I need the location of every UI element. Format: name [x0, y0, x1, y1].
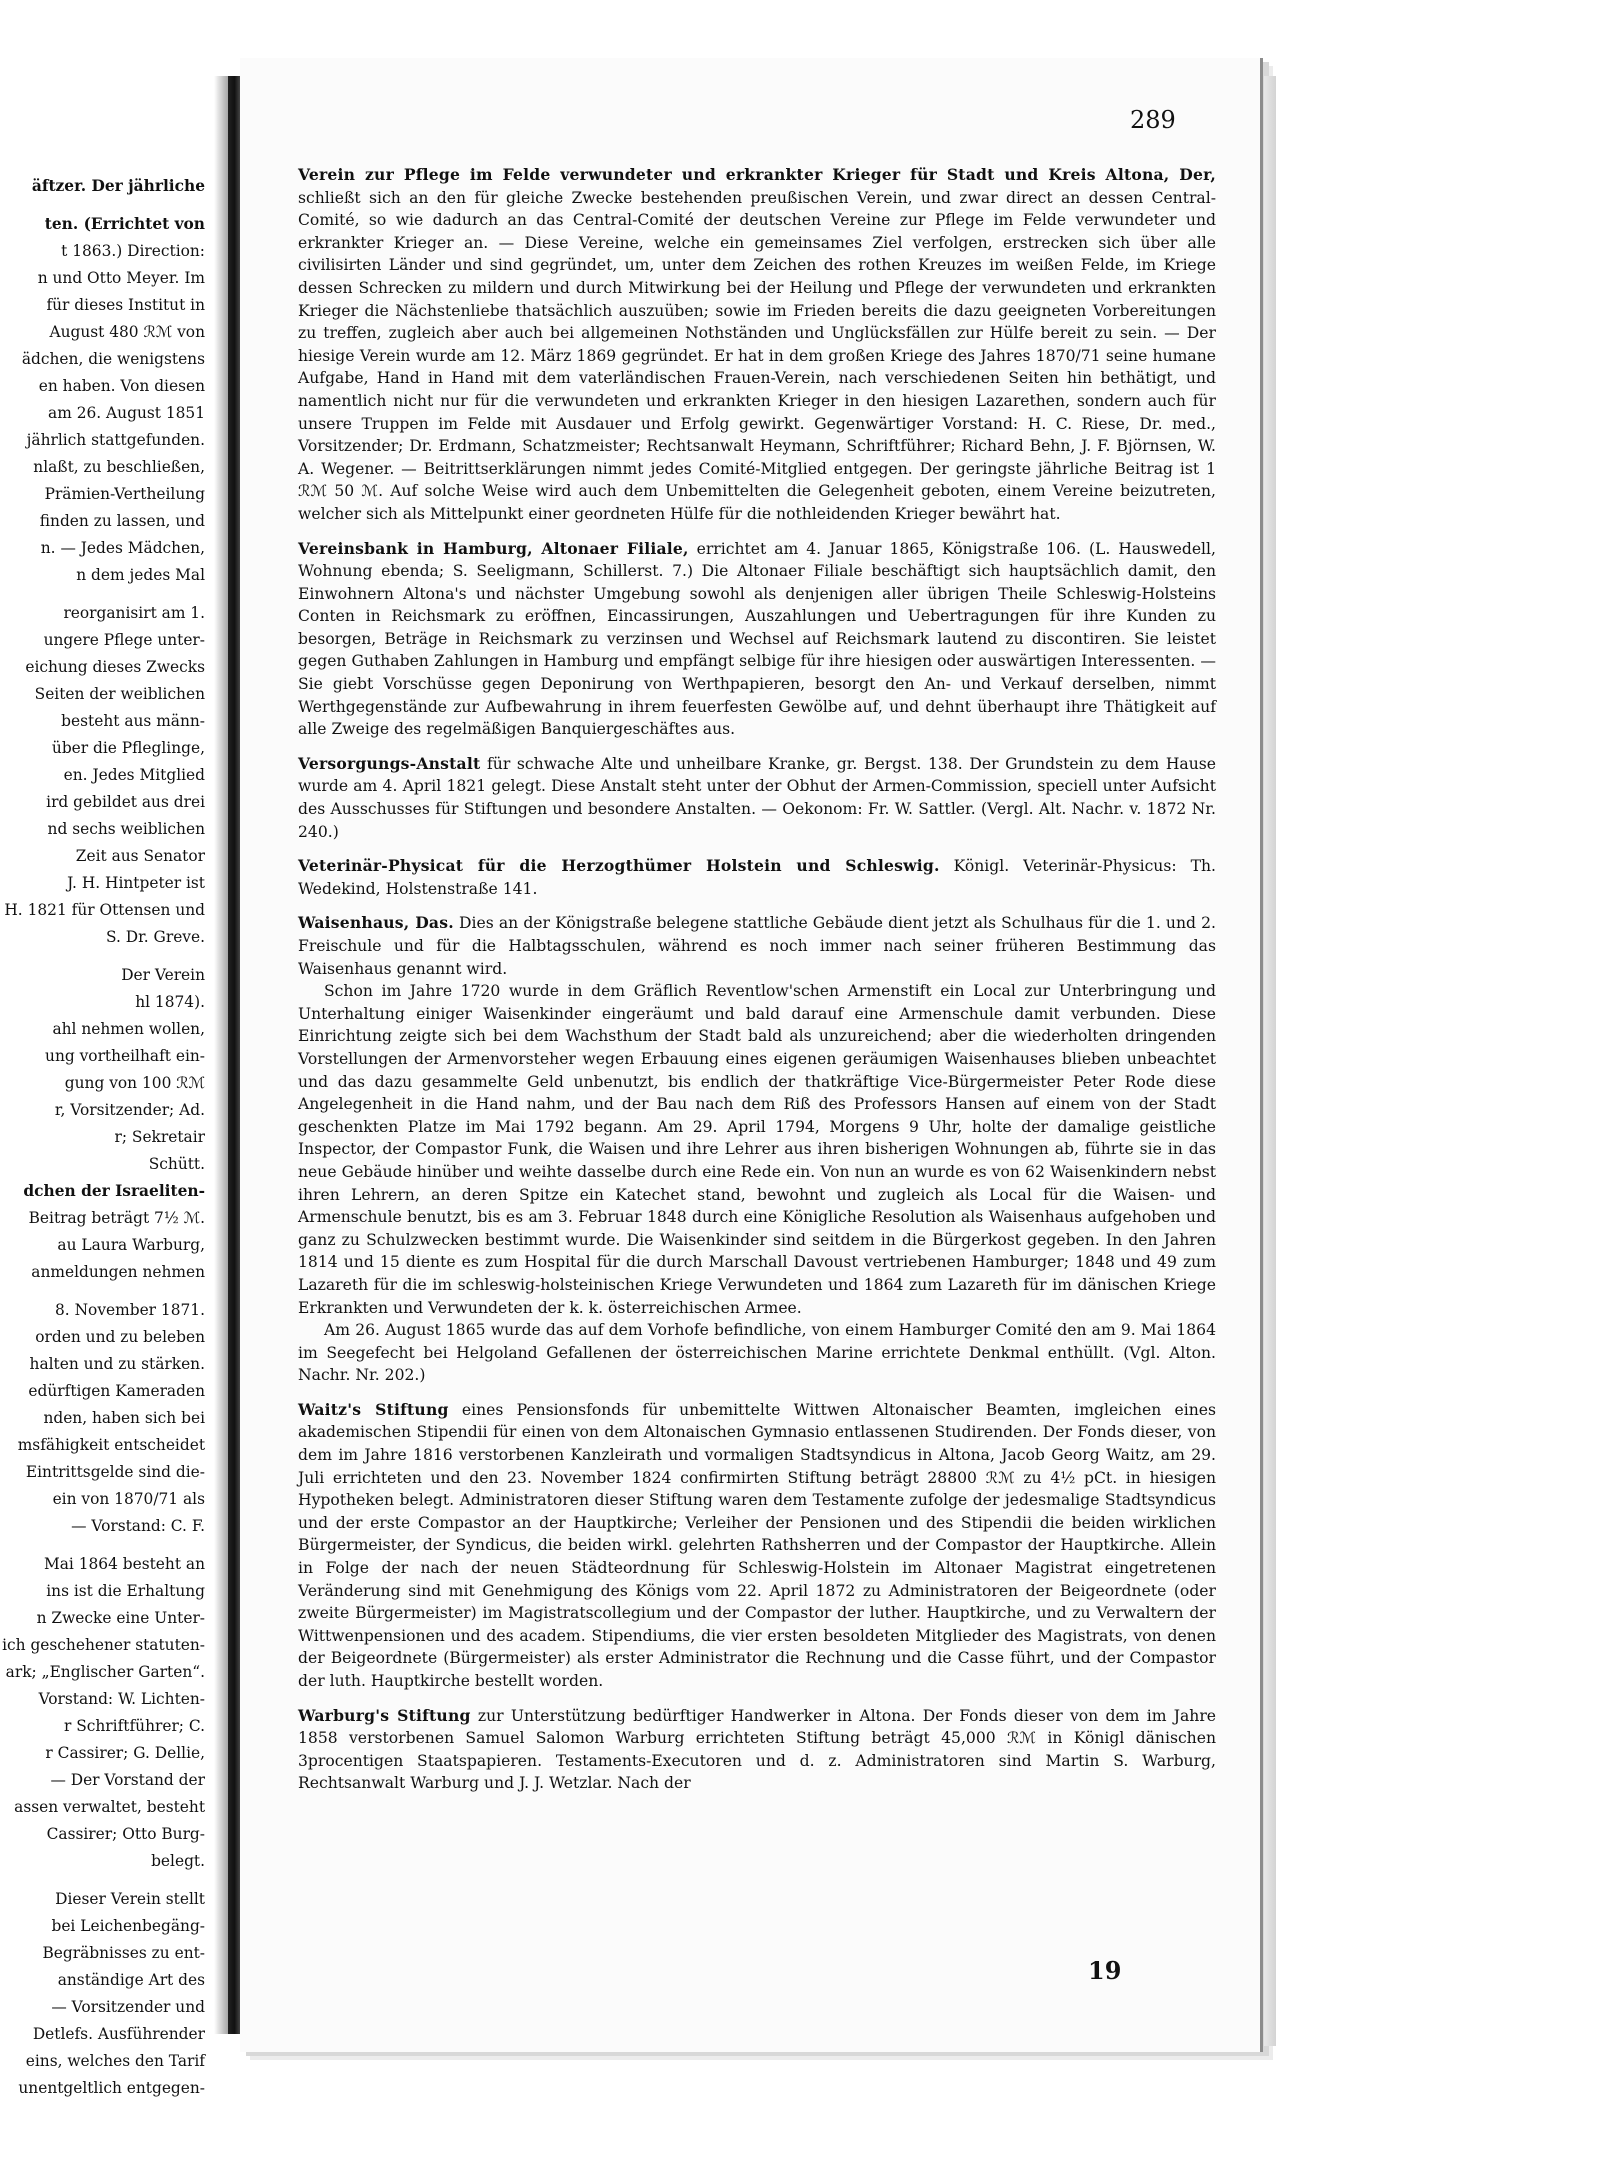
- signature-mark: 19: [1088, 1956, 1122, 1985]
- left-column-line: Vorstand: W. Lichten-: [38, 1690, 205, 1708]
- entry-text: Schon im Jahre 1720 wurde in dem Gräflich Reventlow'schen Armenstift ein Local zur Unterbringung und Unterhaltung einiger Waisenkinder eingeräumt und bald darauf eine Armenschule damit verbunden. Diese Einrichtung zeigte sich bei dem Wachsthum der Stadt bald als unzureichend; aber die wiederholten dringenden Vorstellungen der Armenvorsteher wegen Erbauung eines eigenen geräumigen Waisenhauses blieben unbeachtet und das dazu gesammelte Geld unbenutzt, bis endlich der thatkräftige Vice-Bürgermeister Peter Rode diese Angelegenheit in die Hand nahm, und der Bau nach dem Riß des Professors Hansen auf einem von der Stadt geschenkten Platze im Mai 1792 begann. Am 29. April 1794, Morgens 9 Uhr, holte der damalige geistliche Inspector, der Compastor Funk, die Waisen und ihre Lehrer aus ihren bisherigen Wohnungen ab, führte sie in das neue Gebäude hinüber und weihte dasselbe durch eine Rede ein. Von nun an wurde es von 62 Waisenkindern nebst ihren Lehrern, an deren Spitze ein Katechet stand, bewohnt und zugleich als Local für die Waisen- und Armenschule benutzt, bis es am 3. Februar 1848 durch eine Königliche Resolution als Waisenhaus aufgehoben und ganz zu Schulzwecken bestimmt wurde. Die Waisenkinder sind seitdem in die Bürgerkost gegeben. In den Jahren 1814 und 15 diente es zum Hospital für die durch Marschall Davoust vertriebenen Hamburger; 1848 und 49 zum Lazareth für die im schleswig-holsteinischen Kriege Verwundeten und 1864 zum Lazareth für im dänischen Kriege Erkrankten und Verwundeten der k. k. österreichischen Armee.: [298, 982, 1216, 1317]
- left-column-line: assen verwaltet, besteht: [14, 1798, 205, 1816]
- entry-text: Königl. Veterinär-Physicus: Th. Wedekind, Holstenstraße 141.: [298, 857, 1216, 898]
- left-column-line: anständige Art des: [57, 1971, 205, 1989]
- left-column-line: halten und zu stärken.: [29, 1355, 205, 1373]
- left-column-line: n dem jedes Mal: [76, 566, 205, 584]
- page-number: 289: [1130, 106, 1176, 134]
- entry-text: Am 26. August 1865 wurde das auf dem Vorhofe befindliche, von einem Hamburger Comité den am 9. Mai 1864 im Seegefecht bei Helgoland Gefallenen der österreichischen Marine errichtete Denkmal enthüllt. (Vgl. Alton. Nachr. Nr. 202.): [298, 1321, 1216, 1385]
- left-column-line: am 26. August 1851: [48, 404, 205, 422]
- left-column-line: nden, haben sich bei: [43, 1409, 205, 1427]
- entry-title: Verein zur Pflege im Felde verwundeter und erkrankter Krieger für Stadt und Kreis Altona, Der,: [298, 165, 1216, 184]
- left-column-line: Cassirer; Otto Burg-: [46, 1825, 205, 1843]
- left-column-line: ich geschehener statuten-: [2, 1636, 205, 1654]
- left-column-line: n. — Jedes Mädchen,: [40, 539, 205, 557]
- left-column-line: hl 1874).: [135, 993, 205, 1011]
- left-column-line: Der Verein: [121, 966, 205, 984]
- left-column-line: gung von 100 ℛℳ: [64, 1074, 205, 1092]
- main-text-column: [298, 164, 1216, 1807]
- entry: [298, 164, 1216, 526]
- left-column-line: August 480 ℛℳ von: [49, 323, 205, 341]
- left-column-line: ädchen, die wenigstens: [21, 350, 205, 368]
- left-column-line: Prämien-Vertheilung: [44, 485, 205, 503]
- left-column-line: Zeit aus Senator: [75, 847, 205, 865]
- left-column-line: eins, welches den Tarif: [25, 2052, 205, 2070]
- left-column-line: eichung dieses Zwecks: [25, 658, 205, 676]
- entry-title: Veterinär-Physicat für die Herzogthümer Holstein und Schleswig.: [298, 856, 940, 876]
- entry: [298, 1705, 1216, 1795]
- left-column-line: ahl nehmen wollen,: [52, 1020, 205, 1038]
- left-column-line: Seiten der weiblichen: [34, 685, 205, 703]
- left-column-line: — Der Vorstand der: [50, 1771, 205, 1789]
- left-column-line: H. 1821 für Ottensen und: [4, 901, 205, 919]
- left-page-fragment: [0, 66, 214, 2097]
- left-column-line: r, Vorsitzender; Ad.: [54, 1101, 205, 1119]
- gutter-shadow: [214, 76, 228, 2034]
- entry-paragraph: [298, 912, 1216, 980]
- left-column-line: 8. November 1871.: [55, 1301, 205, 1319]
- left-column-line: unentgeltlich entgegen-: [18, 2079, 205, 2097]
- left-column-line: jährlich stattgefunden.: [26, 431, 205, 449]
- left-column-line: msfähigkeit entscheidet: [17, 1436, 205, 1454]
- left-column-line: ein von 1870/71 als: [52, 1490, 205, 1508]
- entry: [298, 1399, 1216, 1693]
- left-page-text-column: [0, 173, 205, 2102]
- left-column-line: bei Leichenbegäng-: [51, 1917, 205, 1935]
- entry: [298, 753, 1216, 843]
- entry-paragraph: [298, 980, 1216, 1319]
- left-column-line: — Vorstand: C. F.: [71, 1517, 205, 1535]
- left-column-line: orden und zu beleben: [35, 1328, 205, 1346]
- entry-title: Vereinsbank in Hamburg, Altonaer Filiale,: [298, 538, 689, 558]
- left-column-line: — Vorsitzender und: [51, 1998, 205, 2016]
- entry-title: Waisenhaus, Das.: [298, 913, 454, 933]
- entry: [298, 912, 1216, 1386]
- entry-text: zur Unterstützung bedürftiger Handwerker in Altona. Der Fonds dieser von dem im Jahre 1858 verstorbenen Samuel Salomon Warburg errichteten Stiftung beträgt 45,000 ℛℳ in Königl dänischen 3procentigen Staatspapieren. Testaments-Executoren und d. z. Administratoren sind Martin S. Warburg, Rechtsanwalt Warburg und J. J. Wetzlar. Nach der: [298, 1706, 1217, 1793]
- left-column-line: r; Sekretair: [114, 1128, 205, 1146]
- entry-paragraph: [298, 1705, 1216, 1795]
- left-column-line: J. H. Hintpeter ist: [67, 874, 205, 892]
- entry-paragraph: [298, 164, 1216, 526]
- entry-text: für schwache Alte und unheilbare Kranke, gr. Bergst. 138. Der Grundstein zu dem Hause wurde am 4. April 1821 gelegt. Diese Anstalt steht unter der Obhut der Armen-Commission, speciell unter Aufsicht des Ausschusses für Stiftungen und besondere Anstalten. — Oekonom: Fr. W. Sattler. (Vergl. Alt. Nachr. v. 1872 Nr. 240.): [298, 754, 1216, 841]
- entry-paragraph: [298, 753, 1216, 843]
- left-column-line: ten. (Errichtet von: [44, 215, 205, 233]
- entry: [298, 855, 1216, 900]
- left-column-line: anmeldungen nehmen: [31, 1263, 205, 1281]
- left-column-line: edürftigen Kameraden: [28, 1382, 205, 1400]
- entry-title: Waitz's Stiftung: [298, 1399, 449, 1419]
- left-column-line: äftzer. Der jährliche: [31, 177, 205, 195]
- entry-paragraph: [298, 1319, 1216, 1387]
- entry-text: schließt sich an den für gleiche Zwecke bestehenden preußischen Verein, und zwar direct an dessen Central-Comité, so wie dadurch an das Central-Comité der deutschen Vereine zur Pflege im Felde verwundeter und erkrankter Krieger an. — Diese Vereine, welche ein gemeinsames Ziel verfolgen, erstrecken sich über alle civilisirten Länder und sind gegründet, um, unter dem Zeichen des rothen Kreuzes im weißen Felde, im Kriege dessen Schrecken zu mildern und durch Mitwirkung bei der Heilung und Pflege der verwundeten und erkrankten Krieger die Nächstenliebe thatsächlich auszuüben; sowie im Frieden bereits die dazu geeigneten Vorbereitungen zu treffen, zugleich aber auch bei allgemeinen Nothständen und Unglücksfällen zur Hülfe bereit zu sein. — Der hiesige Verein wurde am 12. März 1869 gegründet. Er hat in dem großen Kriege des Jahres 1870/71 seine humane Aufgabe, Hand in Hand mit dem vaterländischen Frauen-Verein, nach verschiedenen Seiten hin bethätigt, und namentlich nicht nur für die verwundeten und erkrankten Krieger in den hiesigen Lazarethen, sondern auch für unsere Truppen im Felde mit Ausdauer und Erfolg gewirkt. Gegenwärtiger Vorstand: H. C. Riese, Dr. med., Vorsitzender; Dr. Erdmann, Schatzmeister; Rechtsanwalt Heymann, Schriftführer; Richard Behn, J. F. Björnsen, W. A. Wegener. — Beitrittserklärungen nimmt jedes Comité-Mitglied entgegen. Der geringste jährliche Beitrag ist 1 ℛℳ 50 ℳ. Auf solche Weise wird auch dem Unbemittelten die Gelegenheit geboten, einem Vereine beizutreten, welcher sich als Mittelpunkt einer geordneten Hülfe für die nothleidenden Krieger bewährt hat.: [298, 188, 1216, 523]
- left-column-line: n Zwecke eine Unter-: [36, 1609, 205, 1627]
- left-column-line: r Schriftführer; C.: [63, 1717, 205, 1735]
- left-column-line: en. Jedes Mitglied: [63, 766, 205, 784]
- entry-text: errichtet am 4. Januar 1865, Königstraße 106. (L. Hauswedell, Wohnung ebenda; S. Seeligmann, Schillerst. 7.) Die Altonaer Filiale beschäftigt sich hauptsächlich damit, den Einwohnern Altona's und nächster Umgebung sowohl als denjenigen aller übrigen Theile Schleswig-Holsteins Conten in Reichsmark zu eröffnen, Eincassirungen, Auszahlungen und Uebertragungen für ihre Kunden zu besorgen, Beträge in Reichsmark zu verzinsen und Wechsel auf Reichsmark lautend zu discontiren. Sie leistet gegen Guthaben Zahlungen in Hamburg und empfängt selbige für ihre hiesigen oder auswärtigen Interessenten. — Sie giebt Vorschüsse gegen Deponirung von Werthpapieren, besorgt den An- und Verkauf derselben, nimmt Werthgegenstände zur Aufbewahrung in ihrem feuerfesten Gewölbe auf, und dehnt überhaupt ihre Thätigkeit auf alle Zweige des regelmäßigen Banquiergeschäftes aus.: [298, 539, 1216, 739]
- entry-paragraph: [298, 855, 1216, 900]
- left-column-line: ird gebildet aus drei: [46, 793, 205, 811]
- left-column-line: Schütt.: [148, 1155, 205, 1173]
- entry: [298, 538, 1216, 741]
- left-column-line: Detlefs. Ausführender: [32, 2025, 205, 2043]
- left-column-line: nd sechs weiblichen: [47, 820, 205, 838]
- left-column-line: r Cassirer; G. Dellie,: [45, 1744, 205, 1762]
- left-column-line: über die Pfleglinge,: [51, 739, 205, 757]
- left-column-line: finden zu lassen, und: [39, 512, 205, 530]
- entry-paragraph: [298, 1399, 1216, 1693]
- left-column-line: reorganisirt am 1.: [63, 604, 205, 622]
- left-column-line: ark; „Englischer Garten“.: [5, 1663, 205, 1681]
- left-column-line: Eintrittsgelde sind die-: [25, 1463, 205, 1481]
- entry-title: Versorgungs-Anstalt: [298, 753, 481, 773]
- left-column-line: ung vortheilhaft ein-: [45, 1047, 205, 1065]
- entry-paragraph: [298, 538, 1216, 741]
- left-column-line: au Laura Warburg,: [57, 1236, 205, 1254]
- left-column-line: t 1863.) Direction:: [61, 242, 205, 260]
- entry-text: eines Pensionsfonds für unbemittelte Wittwen Altonaischer Beamten, imgleichen eines akademischen Stipendii für einen von dem Altonaischen Gymnasio entlassenen Studirenden. Der Fonds dieser, von dem im Jahre 1816 verstorbenen Kanzleirath und vormaligen Stadtsyndicus in Altona, Jacob Georg Waitz, am 29. Juli errichteten und den 23. November 1824 confirmirten Stiftung beträgt 28800 ℛℳ zu 4½ pCt. in hiesigen Hypotheken belegt. Administratoren dieser Stiftung waren dem Testamente zufolge der jedesmalige Stadtsyndicus und der erste Compastor an der Hauptkirche; Verleiher der Pensionen und des Stipendii die beiden wirklichen Bürgermeister, der Syndicus, die beiden wirkl. gelehrten Rathsherren und der Compastor der Hauptkirche. Allein in Folge der nach der neuen Städteordnung für Schleswig-Holstein im Altonaer Magistrat eingetretenen Veränderung sind mit Genehmigung des Königs vom 22. April 1872 zu Administratoren der Beigeordnete (oder zweite Bürgermeister) im Magistratscollegium und der Compastor der luther. Hauptkirche, und zu Verwaltern der Wittwenpensionen und des academ. Stipendiums, die vier ersten besoldeten Mitglieder des Magistrats, von denen der Beigeordnete (Bürgermeister) als erster Administrator die Rechnung und die Casse führt, und der Compastor der luth. Hauptkirche bestellt worden.: [298, 1400, 1216, 1690]
- left-column-line: für dieses Institut in: [46, 296, 205, 314]
- entry-text: Dies an der Königstraße belegene stattliche Gebäude dient jetzt als Schulhaus für die 1. und 2. Freischule und für die Halbtagsschulen, während es noch immer nach seiner früheren Bestimmung das Waisenhaus genannt wird.: [298, 914, 1216, 978]
- left-column-line: besteht aus männ-: [61, 712, 205, 730]
- left-column-line: Beitrag beträgt 7½ ℳ.: [28, 1209, 205, 1227]
- book-gutter: [228, 76, 240, 2034]
- left-column-line: n und Otto Meyer. Im: [37, 269, 205, 287]
- left-column-line: en haben. Von diesen: [38, 377, 205, 395]
- left-column-line: belegt.: [151, 1852, 205, 1870]
- left-column-line: Begräbnisses zu ent-: [42, 1944, 205, 1962]
- left-column-line: S. Dr. Greve.: [105, 928, 205, 946]
- left-column-line: Mai 1864 besteht an: [43, 1555, 205, 1573]
- left-column-line: nlaßt, zu beschließen,: [33, 458, 205, 476]
- left-column-line: ungere Pflege unter-: [43, 631, 205, 649]
- left-column-line: ins ist die Erhaltung: [46, 1582, 205, 1600]
- left-column-line: Dieser Verein stellt: [55, 1890, 205, 1908]
- left-column-line: dchen der Israeliten-: [23, 1182, 205, 1200]
- entry-title: Warburg's Stiftung: [298, 1705, 471, 1725]
